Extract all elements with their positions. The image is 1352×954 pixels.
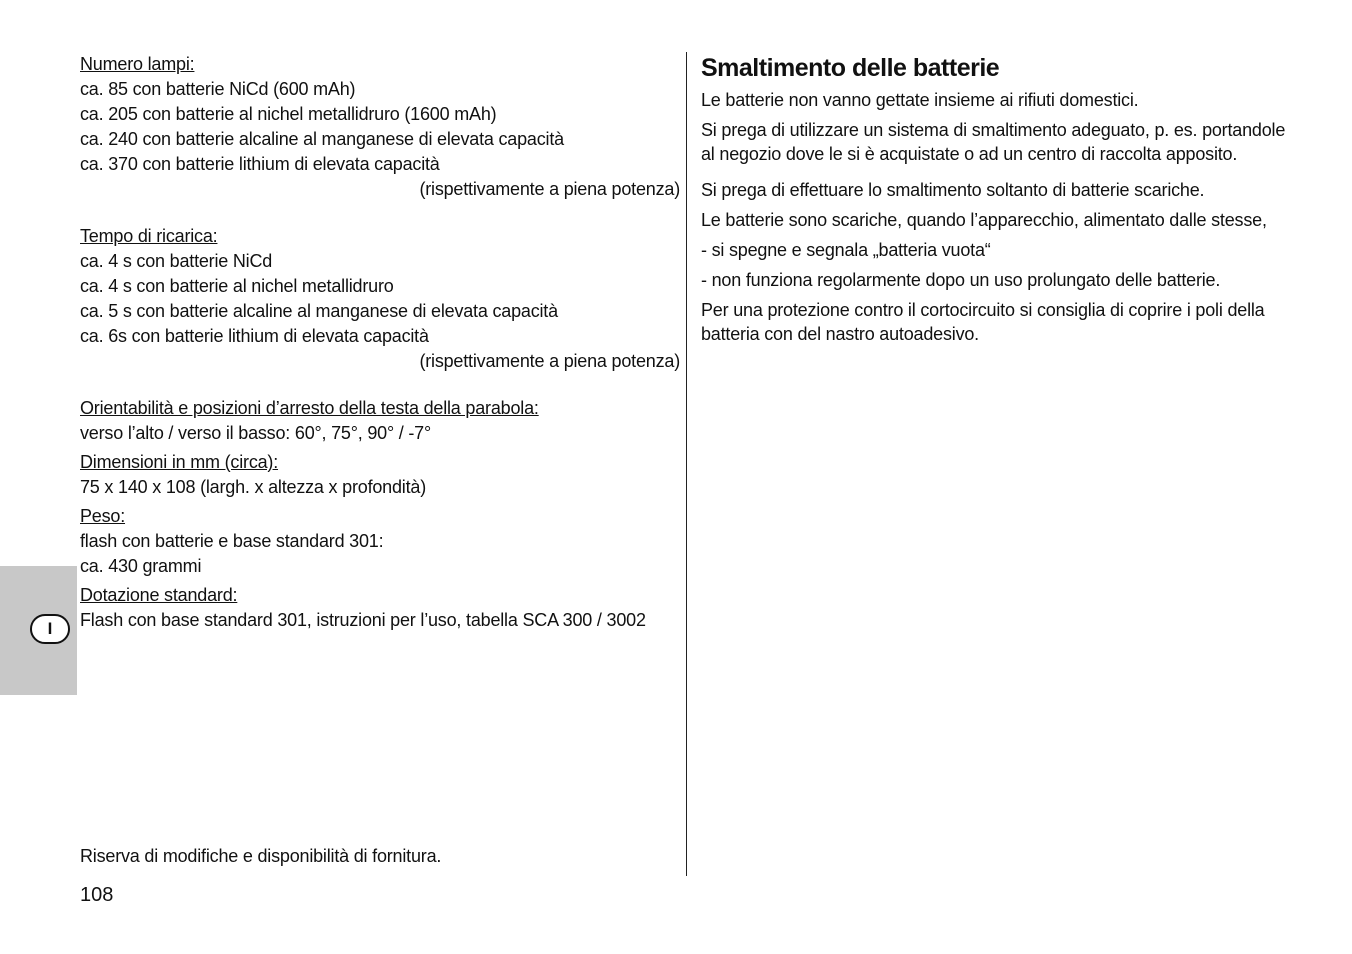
- section-dimensioni: [80, 450, 680, 500]
- language-badge: I: [30, 614, 70, 644]
- paragraph: Le batterie non vanno gettate insieme ai rifiuti domestici.: [701, 90, 1139, 110]
- left-column: [80, 52, 680, 633]
- page-number: 108: [80, 884, 114, 906]
- spec-line: verso l’alto / verso il basso: 60°, 75°, 90° / -7°: [80, 423, 431, 443]
- section-peso: [80, 504, 680, 579]
- section-title: Smaltimento delle batterie: [701, 54, 1000, 82]
- spec-line: flash con batterie e base standard 301:: [80, 531, 384, 551]
- spec-line: ca. 240 con batterie alcaline al manganese di elevata capacità: [80, 129, 564, 149]
- spec-line: ca. 85 con batterie NiCd (600 mAh): [80, 79, 356, 99]
- paragraph: Si prega di utilizzare un sistema di smaltimento adeguato, p. es. portandole al negozio dove le si è acquistate o ad un centro di raccolta apposito.: [701, 120, 1286, 164]
- paragraph: Si prega di effettuare lo smaltimento soltanto di batterie scariche.: [701, 180, 1205, 200]
- section-heading: Dimensioni in mm (circa):: [80, 452, 279, 472]
- bullet-item: - si spegne e segnala „batteria vuota“: [701, 240, 991, 260]
- section-numero-lampi: [80, 52, 680, 202]
- spec-line: Flash con base standard 301, istruzioni per l’uso, tabella SCA 300 / 3002: [80, 610, 646, 630]
- spec-line: ca. 205 con batterie al nichel metallidruro (1600 mAh): [80, 104, 497, 124]
- section-tempo-ricarica: [80, 224, 680, 374]
- spec-line: ca. 5 s con batterie alcaline al manganese di elevata capacità: [80, 301, 558, 321]
- spec-line: ca. 430 grammi: [80, 556, 202, 576]
- right-column: [701, 52, 1301, 352]
- spec-line: ca. 4 s con batterie al nichel metallidruro: [80, 276, 394, 296]
- section-heading: Dotazione standard:: [80, 585, 238, 605]
- spec-line: ca. 6s con batterie lithium di elevata capacità: [80, 326, 429, 346]
- section-heading: Tempo di ricarica:: [80, 226, 218, 246]
- bullet-item: - non funziona regolarmente dopo un uso prolungato delle batterie.: [701, 270, 1221, 290]
- section-heading: Orientabilità e posizioni d’arresto della testa della parabola:: [80, 398, 539, 418]
- paragraph: Per una protezione contro il cortocircuito si consiglia di coprire i poli della batteria con del nastro autoadesivo.: [701, 300, 1265, 344]
- spec-line: ca. 4 s con batterie NiCd: [80, 251, 273, 271]
- section-dotazione: [80, 583, 680, 633]
- section-heading: Peso:: [80, 506, 126, 526]
- section-heading: Numero lampi:: [80, 54, 195, 74]
- spec-line: ca. 370 con batterie lithium di elevata capacità: [80, 154, 440, 174]
- spec-note: (rispettivamente a piena potenza): [419, 351, 680, 371]
- section-orientabilita: [80, 396, 680, 446]
- footer-note: Riserva di modifiche e disponibilità di fornitura.: [80, 846, 442, 866]
- spec-note: (rispettivamente a piena potenza): [419, 179, 680, 199]
- paragraph: Le batterie sono scariche, quando l’apparecchio, alimentato dalle stesse,: [701, 210, 1267, 230]
- spec-line: 75 x 140 x 108 (largh. x altezza x profondità): [80, 477, 427, 497]
- column-divider: [686, 52, 687, 876]
